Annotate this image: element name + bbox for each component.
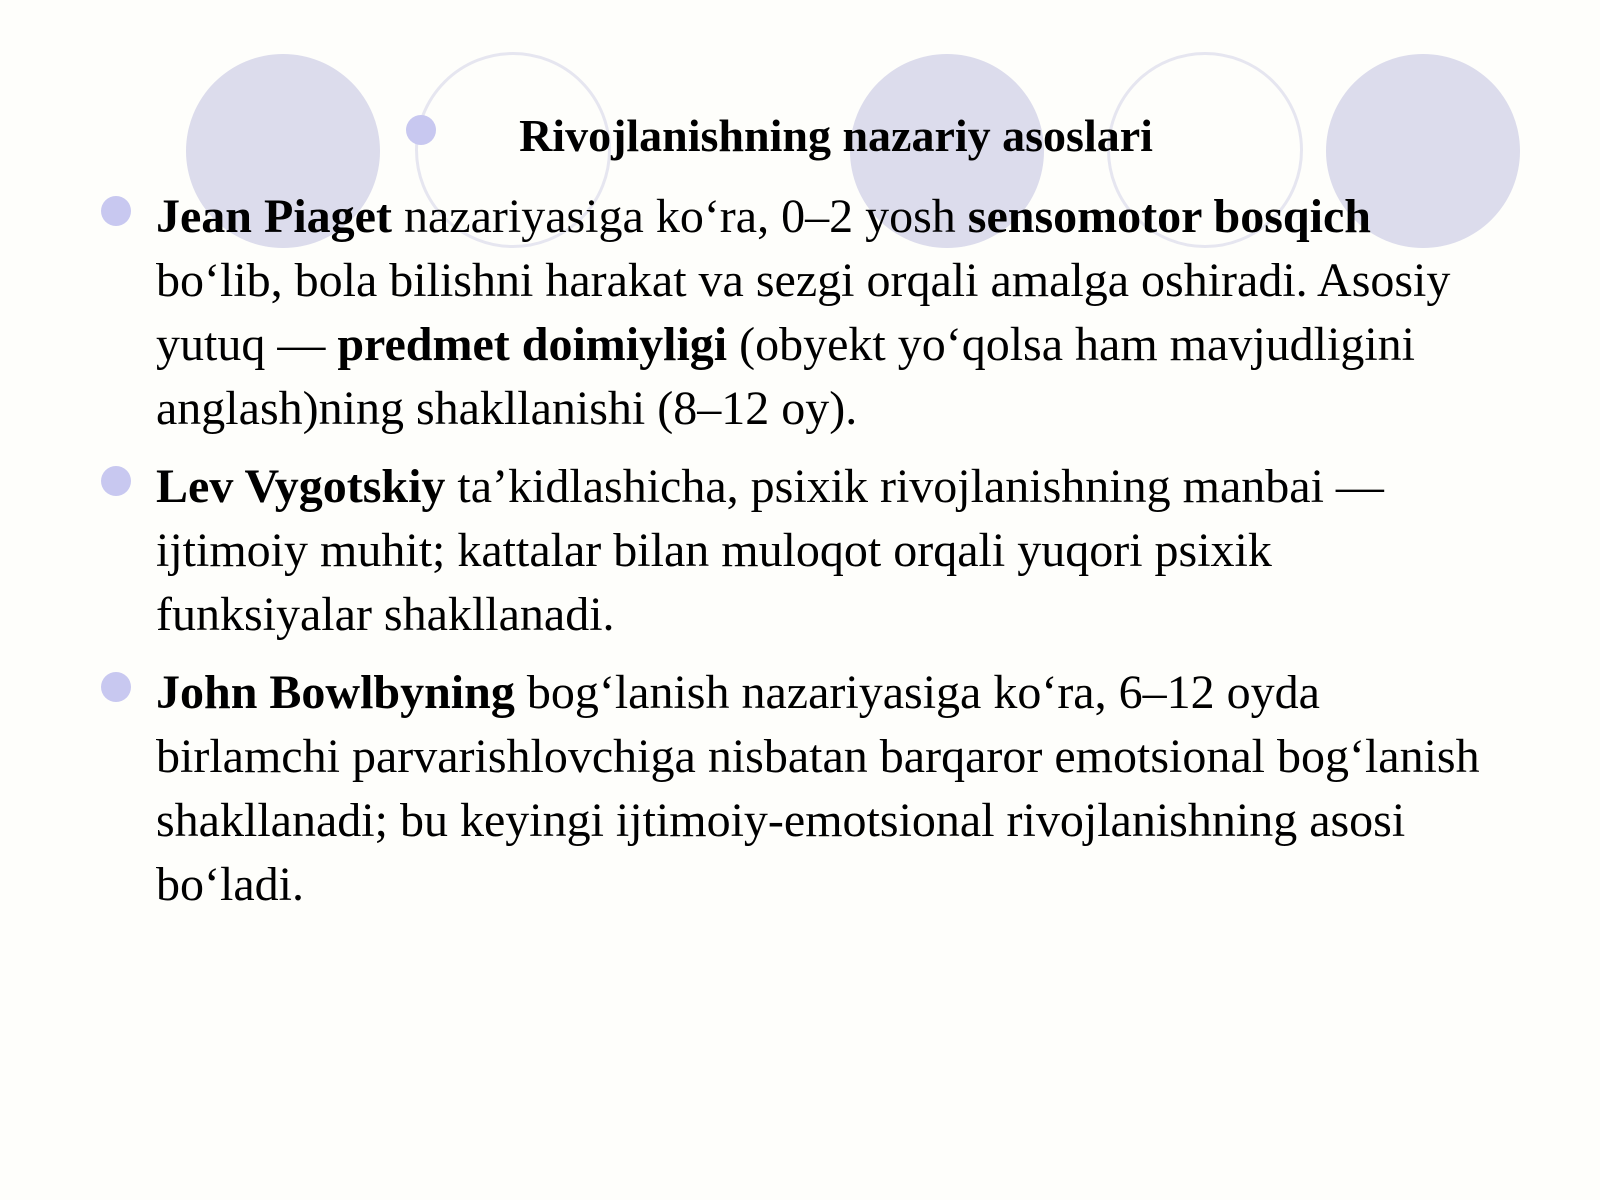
bullet-icon [101, 672, 131, 702]
body-text: nazariyasiga ko‘ra, 0–2 yosh [391, 190, 968, 243]
bold-text: Jean Piaget [156, 190, 392, 243]
bullet-item [100, 185, 1480, 441]
body-text: ta’kidlashicha, psixik rivojlanishning manbai — ijtimoiy muhit; kattalar bilan muloqot orqali yuqori psixik funksiyalar shakllanadi. [156, 460, 1384, 641]
bold-text: sensomotor bosqich [967, 190, 1371, 243]
bullet-icon [101, 196, 131, 226]
body-text: (obyekt yo‘qolsa ham mavjudligini anglash)ning shakllanishi (8–12 oy). [156, 318, 1415, 435]
bold-text: Lev Vygotskiy [156, 460, 446, 513]
bullet-item [100, 661, 1480, 917]
body-text: bo‘lib, bola bilishni harakat va sezgi orqali amalga oshiradi. Asosiy yutuq — [156, 254, 1451, 371]
body-text: bog‘lanish nazariyasiga ko‘ra, 6–12 oyda birlamchi parvarishlovchiga nisbatan barqaror emotsional bog‘lanish shakllanadi; bu keyingi ijtimoiy-emotsional rivojlanishning asosi bo‘ladi. [156, 666, 1480, 911]
bullet-list [100, 185, 1480, 931]
bullet-icon [101, 466, 131, 496]
slide-title: Rivojlanishning nazariy asoslari [519, 110, 1153, 161]
bullet-item [100, 455, 1480, 647]
title-bullet-icon [406, 115, 436, 145]
bold-text: predmet doimiyligi [337, 318, 728, 371]
bold-text: John Bowlbyning [156, 666, 515, 719]
